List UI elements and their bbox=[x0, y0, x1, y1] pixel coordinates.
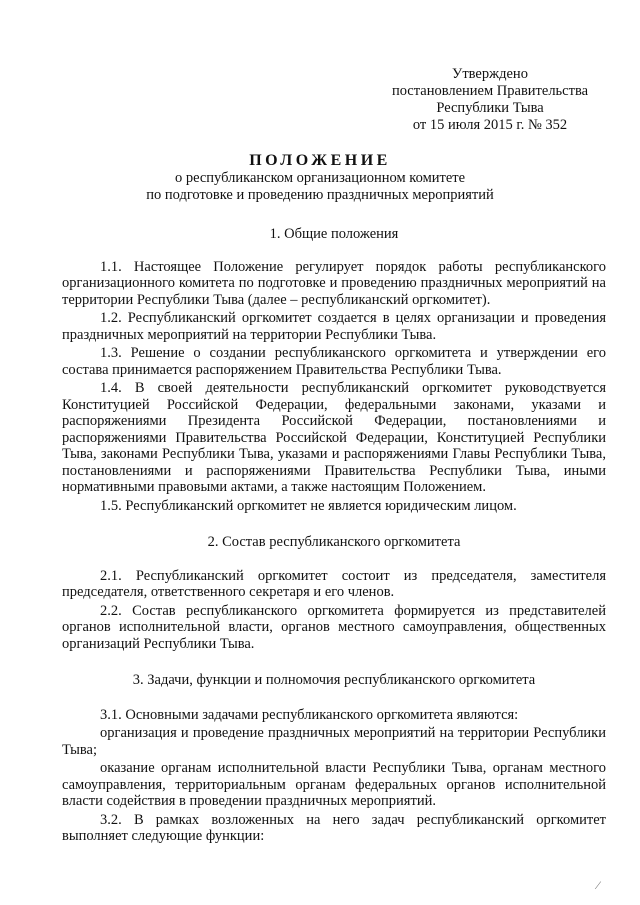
scan-mark: ⁄ bbox=[597, 878, 600, 892]
paragraph-3-1-item-1: организация и проведение праздничных мероприятий на территории Республики Тыва; bbox=[62, 725, 606, 758]
paragraph-1-5: 1.5. Республиканский оргкомитет не является юридическим лицом. bbox=[100, 497, 517, 514]
paragraph-3-2: 3.2. В рамках возложенных на него задач республиканский оргкомитет выполняет следующие функции: bbox=[62, 811, 606, 844]
paragraph-2-2: 2.2. Состав республиканского оргкомитета формируется из представителей органов исполнительной власти, органов местного самоуправления, общественных организаций Республики Тыва. bbox=[62, 602, 606, 652]
paragraph-1-2: 1.2. Республиканский оргкомитет создается в целях организации и проведения праздничных мероприятий на территории Республики Тыва. bbox=[62, 310, 606, 343]
approval-line-2: постановлением Правительства bbox=[391, 83, 589, 99]
approval-line-1: Утверждено bbox=[452, 66, 528, 82]
subtitle-line-2: по подготовке и проведению праздничных мероприятий bbox=[146, 187, 494, 203]
paragraph-3-1: 3.1. Основными задачами республиканского оргкомитета являются: bbox=[100, 706, 519, 723]
section-3-heading: 3. Задачи, функции и полномочия республиканского оргкомитета bbox=[132, 672, 536, 688]
paragraph-1-4: 1.4. В своей деятельности республиканский оргкомитет руководствуется Конституцией Российской Федерации, федеральными законами, указами и распоряжениями Президента Российской Федерации, постановлениями и распоряжениями Правительства Российской Федерации, Конституцией Республики Тыва, законами Республики Тыва, указами и распоряжениями Главы Республики Тыва, постановлениями и распоряжениями Правительства Республики Тыва, иными нормативными правовыми актами, а также настоящим Положением. bbox=[62, 380, 606, 495]
subtitle-line-1: о республиканском организационном комитете bbox=[174, 170, 466, 186]
document-body bbox=[62, 226, 606, 847]
section-1-heading: 1. Общие положения bbox=[269, 226, 399, 242]
approval-line-4: от 15 июля 2015 г. № 352 bbox=[412, 117, 568, 133]
paragraph-1-3: 1.3. Решение о создании республиканского оргкомитета и утверждении его состава принимается распоряжением Правительства Республики Тыва. bbox=[62, 345, 606, 378]
paragraph-2-1: 2.1. Республиканский оргкомитет состоит из председателя, заместителя председателя, ответственного секретаря и его членов. bbox=[62, 567, 606, 600]
approval-stamp bbox=[380, 66, 600, 134]
paragraph-1-1: 1.1. Настоящее Положение регулирует порядок работы республиканского организационного комитета по подготовке и проведению праздничных мероприятий на территории Республики Тыва (далее – республиканский оргкомитет). bbox=[62, 258, 606, 308]
paragraph-3-1-item-2: оказание органам исполнительной власти Республики Тыва, органам местного самоуправления, территориальным органам федеральных органов исполнительной власти содействия в проведении праздничных мероприятий. bbox=[62, 760, 606, 809]
section-2-heading: 2. Состав республиканского оргкомитета bbox=[207, 534, 461, 550]
approval-line-3: Республики Тыва bbox=[436, 100, 544, 116]
document-subtitle bbox=[0, 170, 640, 204]
document-title: ПОЛОЖЕНИЕ bbox=[249, 152, 391, 169]
